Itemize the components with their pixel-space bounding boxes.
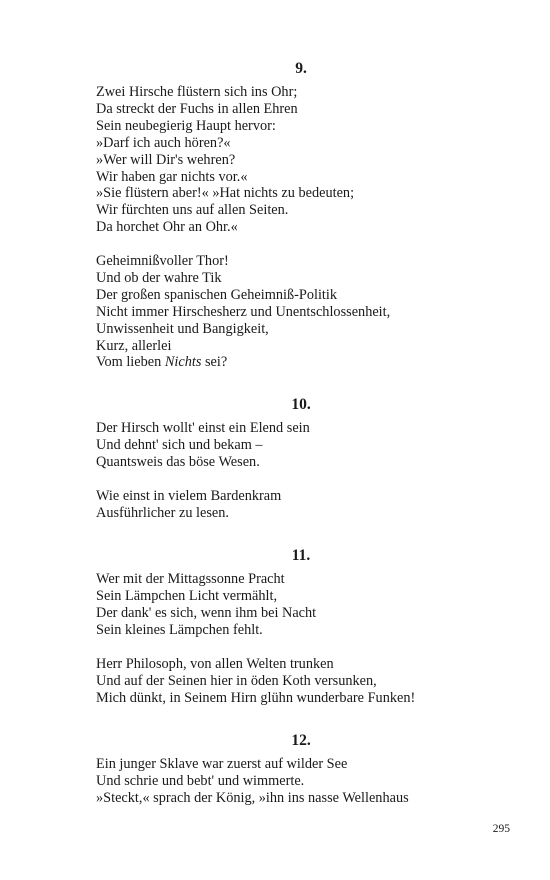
emphasized-word: Nichts xyxy=(164,354,202,371)
verse-line: Kurz, allerlei xyxy=(96,337,172,354)
stanza xyxy=(96,420,310,471)
page-number: 295 xyxy=(492,823,510,835)
verse-line: Und ob der wahre Tik xyxy=(96,269,222,286)
verse-line: Da horchet Ohr an Ohr.« xyxy=(96,219,238,236)
verse-line: Quantsweis das böse Wesen. xyxy=(96,453,260,470)
verse-line: Wer mit der Mittagssonne Pracht xyxy=(96,571,285,587)
poem-number: 9. xyxy=(295,60,307,77)
verse-line: »Steckt,« sprach der König, »ihn ins nasse Wellenhaus xyxy=(96,789,409,806)
poem-number: 10. xyxy=(291,396,311,413)
verse-line: »Darf ich auch hören?« xyxy=(96,134,231,151)
poem-number: 12. xyxy=(291,732,311,749)
stanza xyxy=(96,756,409,807)
poem-number: 11. xyxy=(291,547,311,564)
verse-line: Unwissenheit und Bangigkeit, xyxy=(96,320,269,337)
verse-line: Und schrie und bebt' und wimmerte. xyxy=(96,772,305,789)
verse-text: sei? xyxy=(201,354,228,371)
verse-line: Da streckt der Fuchs in allen Ehren xyxy=(96,100,298,117)
stanza xyxy=(96,656,415,707)
verse-line: Herr Philosoph, von allen Welten trunken xyxy=(96,656,334,672)
verse-line: Ausführlicher zu lesen. xyxy=(96,504,229,521)
stanza xyxy=(96,571,316,639)
stanza xyxy=(96,488,281,522)
verse-line: Sein Lämpchen Licht vermählt, xyxy=(96,587,278,604)
verse-line: »Wer will Dir's wehren? xyxy=(96,151,236,168)
verse-line: »Sie flüstern aber!« »Hat nichts zu bedeuten; xyxy=(96,185,355,202)
verse-line: Sein kleines Lämpchen fehlt. xyxy=(96,621,263,638)
verse-line: Zwei Hirsche flüstern sich ins Ohr; xyxy=(96,84,298,100)
verse-line xyxy=(96,354,390,371)
verse-line: Wir fürchten uns auf allen Seiten. xyxy=(96,202,289,219)
stanza xyxy=(96,253,390,371)
verse-text: Vom lieben xyxy=(96,354,165,371)
verse-line: Nicht immer Hirschesherz und Unentschlossenheit, xyxy=(96,303,391,320)
verse-line: Der Hirsch wollt' einst ein Elend sein xyxy=(96,420,310,436)
verse-line: Sein neubegierig Haupt hervor: xyxy=(96,117,276,134)
verse-line: Der dank' es sich, wenn ihm bei Nacht xyxy=(96,604,317,621)
stanza xyxy=(96,84,354,236)
verse-line: Geheimnißvoller Thor! xyxy=(96,253,229,269)
verse-line: Mich dünkt, in Seinem Hirn glühn wunderbare Funken! xyxy=(96,689,416,706)
verse-line: Der großen spanischen Geheimniß-Politik xyxy=(96,286,338,303)
verse-line: Und dehnt' sich und bekam – xyxy=(96,436,263,453)
verse-line: Ein junger Sklave war zuerst auf wilder See xyxy=(96,756,348,772)
verse-line: Wir haben gar nichts vor.« xyxy=(96,168,248,185)
verse-line: Wie einst in vielem Bardenkram xyxy=(96,488,282,504)
verse-line: Und auf der Seinen hier in öden Koth versunken, xyxy=(96,672,377,689)
